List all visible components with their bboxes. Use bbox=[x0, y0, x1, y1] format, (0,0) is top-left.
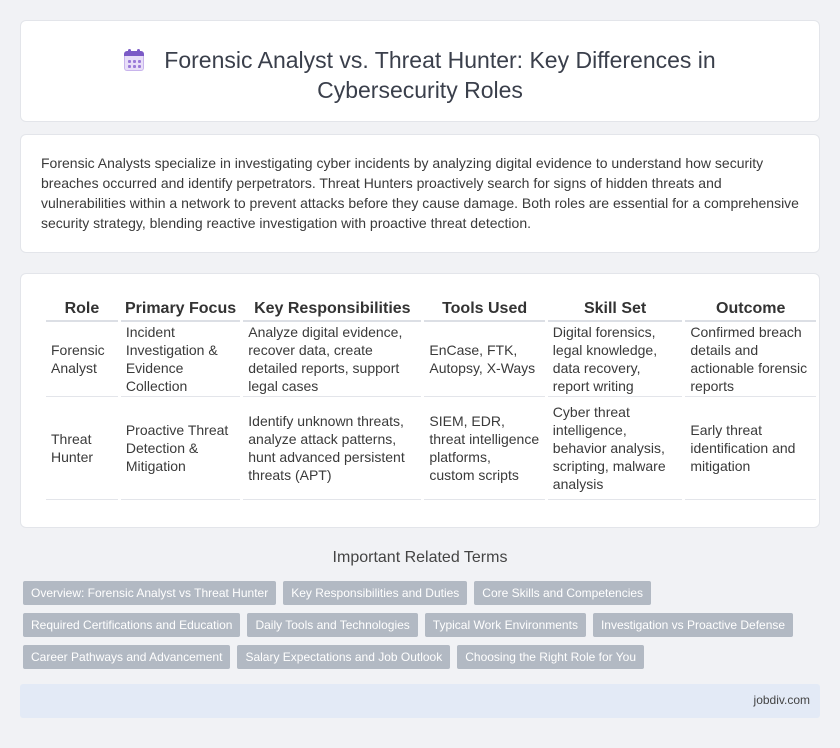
cell-skill-set: Digital forensics, legal knowledge, data recovery, report writing bbox=[548, 322, 683, 397]
tag-link[interactable]: Daily Tools and Technologies bbox=[247, 613, 417, 637]
cell-primary-focus: Incident Investigation & Evidence Collection bbox=[121, 322, 240, 397]
header-tools-used: Tools Used bbox=[424, 295, 544, 322]
cell-tools-used: SIEM, EDR, threat intelligence platforms, custom scripts bbox=[424, 397, 544, 500]
cell-role: Forensic Analyst bbox=[46, 322, 118, 397]
intro-text: Forensic Analysts specialize in investigating cyber incidents by analyzing digital evidence to understand how security breaches occurred and identify perpetrators. Threat Hunters proactively search for signs of hidden threats and vulnerabilities within a network to prevent attacks before they cause damage. Both roles are essential for a comprehensive security strategy, blending reactive investigation with proactive threat detection. bbox=[41, 155, 799, 231]
header-role: Role bbox=[46, 295, 118, 322]
comparison-table bbox=[43, 295, 819, 500]
title-line-1: Forensic Analyst vs. Threat Hunter: Key Differences in bbox=[164, 47, 716, 73]
cell-tools-used: EnCase, FTK, Autopsy, X-Ways bbox=[424, 322, 544, 397]
tag-link[interactable]: Investigation vs Proactive Defense bbox=[593, 613, 793, 637]
cell-outcome: Early threat identification and mitigation bbox=[685, 397, 816, 500]
tag-row bbox=[23, 645, 823, 669]
cell-primary-focus: Proactive Threat Detection & Mitigation bbox=[121, 397, 240, 500]
table-header-row bbox=[46, 295, 816, 322]
cell-key-responsibilities: Analyze digital evidence, recover data, create detailed reports, support legal cases bbox=[243, 322, 421, 397]
related-terms-heading: Important Related Terms bbox=[332, 549, 508, 566]
cell-outcome: Confirmed breach details and actionable forensic reports bbox=[685, 322, 816, 397]
page-title bbox=[21, 45, 819, 105]
related-terms-tags bbox=[23, 581, 823, 677]
footer-site-link[interactable]: jobdiv.com bbox=[753, 693, 810, 707]
intro-card bbox=[20, 134, 820, 253]
comparison-table-card bbox=[20, 273, 820, 528]
cell-role: Threat Hunter bbox=[46, 397, 118, 500]
table-row bbox=[46, 322, 816, 397]
header-primary-focus: Primary Focus bbox=[121, 295, 240, 322]
title-line-2: Cybersecurity Roles bbox=[317, 77, 523, 103]
cell-skill-set: Cyber threat intelligence, behavior analysis, scripting, malware analysis bbox=[548, 397, 683, 500]
cell-key-responsibilities: Identify unknown threats, analyze attack patterns, hunt advanced persistent threats (APT) bbox=[243, 397, 421, 500]
tag-row bbox=[23, 613, 823, 637]
tag-link[interactable]: Salary Expectations and Job Outlook bbox=[237, 645, 450, 669]
table-row bbox=[46, 397, 816, 500]
header-skill-set: Skill Set bbox=[548, 295, 683, 322]
tag-link[interactable]: Core Skills and Competencies bbox=[474, 581, 651, 605]
footer bbox=[20, 684, 820, 718]
tag-link[interactable]: Overview: Forensic Analyst vs Threat Hunter bbox=[23, 581, 276, 605]
tag-row bbox=[23, 581, 823, 605]
tag-link[interactable]: Key Responsibilities and Duties bbox=[283, 581, 467, 605]
header-key-responsibilities: Key Responsibilities bbox=[243, 295, 421, 322]
tag-link[interactable]: Typical Work Environments bbox=[425, 613, 586, 637]
title-card bbox=[20, 20, 820, 122]
calendar-icon bbox=[124, 49, 144, 71]
tag-link[interactable]: Required Certifications and Education bbox=[23, 613, 240, 637]
tag-link[interactable]: Choosing the Right Role for You bbox=[457, 645, 644, 669]
tag-link[interactable]: Career Pathways and Advancement bbox=[23, 645, 230, 669]
header-outcome: Outcome bbox=[685, 295, 816, 322]
